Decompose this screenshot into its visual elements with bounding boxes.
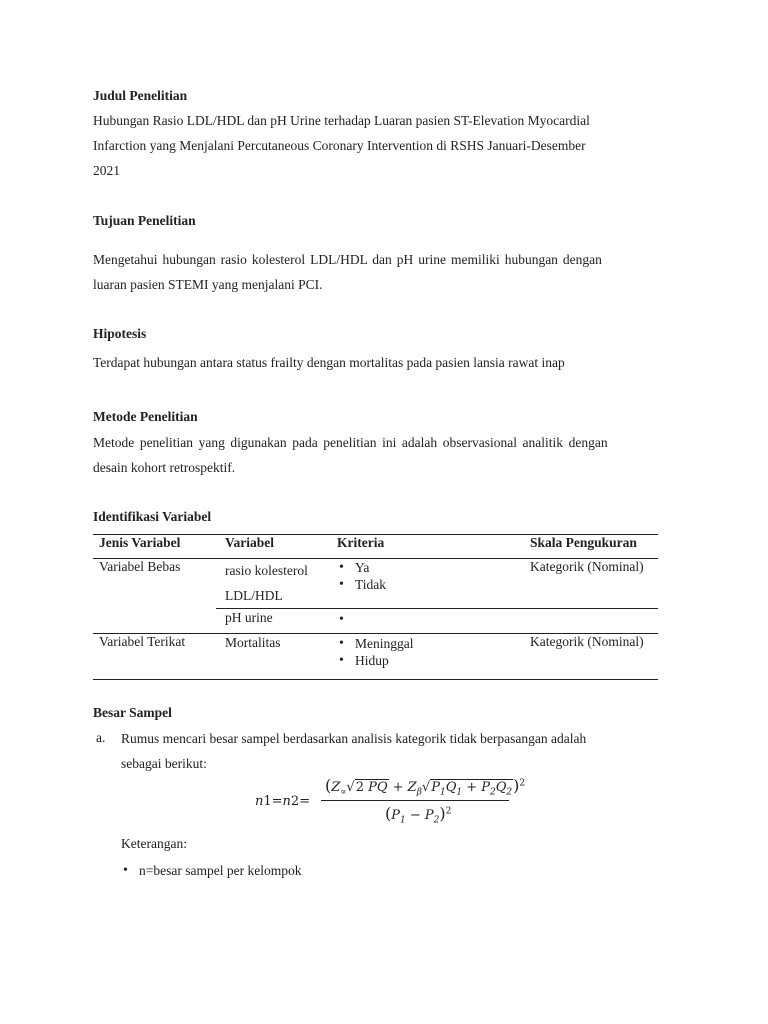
row3-variabel: Mortalitas <box>225 635 281 650</box>
judul-heading: Judul Penelitian <box>93 88 188 103</box>
metode-line-1: Metode penelitian yang digunakan pada penelitian ini adalah observasional analitik dengan <box>93 435 608 450</box>
keterangan-list <box>121 862 301 880</box>
judul-line-2: Infarction yang Menjalani Percutaneous Coronary Intervention di RSHS Januari-Desember <box>93 138 586 153</box>
row3-kriteria-list <box>337 635 414 669</box>
col-header-skala: Skala Pengukuran <box>530 535 637 550</box>
row1-variabel-line-1: rasio kolesterol <box>225 563 308 578</box>
judul-line-1: Hubungan Rasio LDL/HDL dan pH Urine terhadap Luaran pasien ST-Elevation Myocardial <box>93 113 590 128</box>
judul-line-3: 2021 <box>93 163 120 178</box>
tujuan-line-2: luaran pasien STEMI yang menjalani PCI. <box>93 277 323 292</box>
table-rule-bottom <box>93 679 658 680</box>
besar-sampel-line-1: Rumus mencari besar sampel berdasarkan analisis kategorik tidak berpasangan adalah <box>121 731 587 746</box>
metode-text <box>93 430 675 480</box>
col-header-variabel: Variabel <box>225 535 275 550</box>
row1-kriteria-list <box>337 559 386 593</box>
besar-sampel-line-2: sebagai berikut: <box>121 756 207 771</box>
col-header-jenis: Jenis Variabel <box>99 535 181 550</box>
row1-variabel-line-2: LDL/HDL <box>225 588 283 603</box>
besar-sampel-text <box>121 726 586 776</box>
hipotesis-heading: Hipotesis <box>93 326 147 341</box>
row3-jenis: Variabel Terikat <box>99 634 186 649</box>
list-item: • Tidak <box>337 576 386 593</box>
tujuan-text <box>93 247 675 297</box>
list-marker-a: a. <box>96 730 106 745</box>
list-item: • Hidup <box>337 652 414 669</box>
besar-sampel-heading: Besar Sampel <box>93 705 172 720</box>
table-rule-sub <box>216 608 658 609</box>
list-item: • n=besar sampel per kelompok <box>121 862 301 880</box>
row2-variabel: pH urine <box>225 610 273 625</box>
judul-text <box>93 108 590 183</box>
metode-heading: Metode Penelitian <box>93 409 198 424</box>
row1-kriteria <box>337 559 386 593</box>
row3-kriteria <box>337 635 414 669</box>
hipotesis-text: Terdapat hubungan antara status frailty dengan mortalitas pada pasien lansia rawat inap <box>93 355 565 370</box>
identifikasi-heading: Identifikasi Variabel <box>93 509 212 524</box>
tujuan-heading: Tujuan Penelitian <box>93 213 196 228</box>
col-header-kriteria: Kriteria <box>337 535 385 550</box>
keterangan-bullets <box>121 862 301 880</box>
row1-jenis: Variabel Bebas <box>99 559 181 574</box>
sample-size-formula: n1=n2= ($Z_\propto√2$ PQ + $Z_\beta√P_1Q_1 + P_2Q_2)^2$ $(P_1 - P_2)^2$ <box>255 776 526 826</box>
tujuan-line-1: Mengetahui hubungan rasio kolesterol LDL/HDL dan pH urine memiliki hubungan dengan <box>93 252 602 267</box>
list-item: • Meninggal <box>337 635 414 652</box>
metode-line-2: desain kohort retrospektif. <box>93 460 236 475</box>
list-item: • Ya <box>337 559 386 576</box>
row1-variabel <box>225 558 308 608</box>
row1-skala: Kategorik (Nominal) <box>530 559 644 574</box>
row3-skala: Kategorik (Nominal) <box>530 634 644 649</box>
keterangan-label: Keterangan: <box>121 836 187 851</box>
